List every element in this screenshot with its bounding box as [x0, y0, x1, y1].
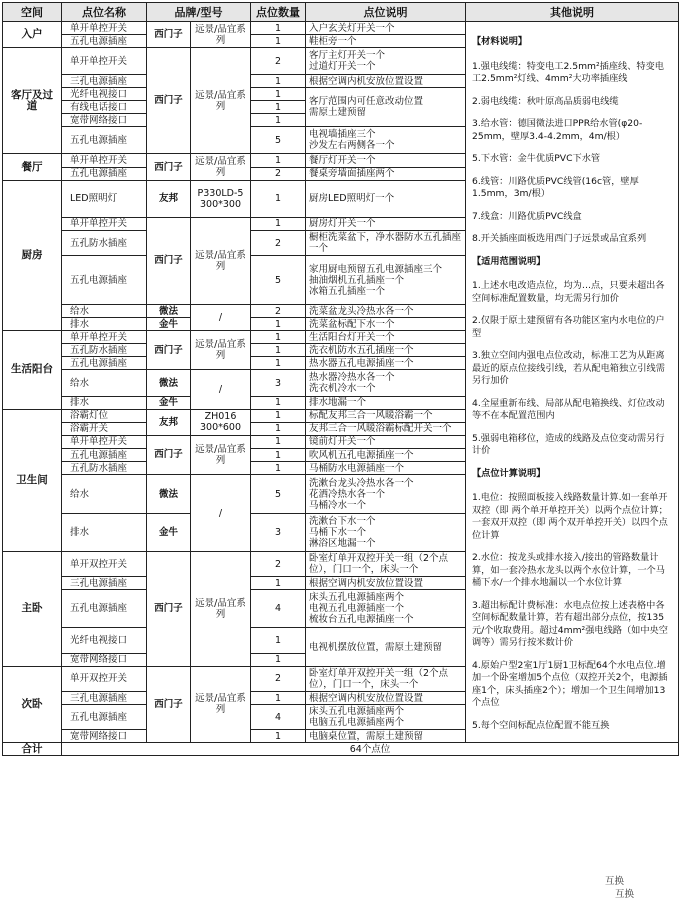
- header-notes: 其他说明: [466, 3, 679, 22]
- point-quantity: 1: [251, 114, 306, 127]
- brand-name: 金牛: [147, 396, 191, 409]
- point-quantity: 1: [251, 577, 306, 590]
- point-name: LED照明灯: [62, 180, 147, 217]
- brand-name: 西门子: [147, 22, 191, 48]
- point-name: 浴霸灯位: [62, 409, 147, 422]
- model-series: /: [191, 475, 251, 552]
- space-name: 主卧: [3, 552, 62, 666]
- point-name: 五孔电源插座: [62, 590, 147, 628]
- note-item: 7.线盒：川路优质PVC线盒: [472, 210, 582, 222]
- total-label: 合计: [3, 743, 62, 756]
- point-name: 三孔电源插座: [62, 577, 147, 590]
- point-quantity: 2: [251, 48, 306, 75]
- point-quantity: 1: [251, 653, 306, 666]
- space-name: 入户: [3, 22, 62, 48]
- point-quantity: 4: [251, 705, 306, 730]
- point-description: 洗漱台龙头冷热水各一个 花洒冷热水各一个 马桶冷水一个: [306, 475, 466, 514]
- point-description: 餐厅灯开关一个: [306, 154, 466, 167]
- note-item: 3.独立空间内强电点位改动，标准工艺为从距离最近的原点位接线引线，若从配电箱独立引线需另行加价: [472, 350, 665, 386]
- point-quantity: 2: [251, 552, 306, 577]
- point-quantity: 3: [251, 370, 306, 396]
- note-item: 1.电位：按照面板接入线路数量计算.如一套单开双控（即 两个单开单控开关）以两个点位计算；一套双开双控（即 两个双开单控开关）以四个点位计算: [472, 492, 668, 541]
- header-brand: 品牌/型号: [147, 3, 251, 22]
- point-description: 电视机摆放位置，需原土建预留: [306, 628, 466, 666]
- point-description: 床头五孔电源插座两个 电视五孔电源插座一个 梳妆台五孔电源插座一个: [306, 590, 466, 628]
- point-name: 排水: [62, 514, 147, 552]
- header-row: [3, 3, 679, 22]
- space-name: 生活阳台: [3, 331, 62, 409]
- brand-name: 西门子: [147, 666, 191, 742]
- point-description: 热水器五孔电源插座一个: [306, 357, 466, 370]
- point-description: 标配友邦三合一风暖浴霸一个: [306, 409, 466, 422]
- note-item: 5.每个空间标配点位配置不能互换: [472, 719, 610, 731]
- notes-heading: 【材料说明】: [472, 36, 528, 47]
- model-series: /: [191, 370, 251, 409]
- brand-name: 友邦: [147, 409, 191, 435]
- point-description: 客厅范围内可任意改动位置 需原土建预留: [306, 88, 466, 127]
- total-row: [3, 743, 679, 756]
- point-description: 友邦三合一风暖浴霸标配开关一个: [306, 422, 466, 435]
- point-quantity: 1: [251, 318, 306, 331]
- point-quantity: 1: [251, 357, 306, 370]
- point-quantity: 3: [251, 514, 306, 552]
- point-description: 洗菜盆标配下水一个: [306, 318, 466, 331]
- point-name: 宽带网络接口: [62, 653, 147, 666]
- point-name: 五孔电源插座: [62, 705, 147, 730]
- point-description: 电视墙插座三个 沙发左右两侧各一个: [306, 127, 466, 154]
- watermark-text: 互换: [604, 876, 624, 887]
- point-quantity: 1: [251, 88, 306, 101]
- brand-name: 西门子: [147, 217, 191, 304]
- point-name: 单开单控开关: [62, 217, 147, 230]
- note-item: 2.仅限于原土建预留有各功能区室内水电位的户型: [472, 315, 665, 339]
- point-description: 马桶防水电源插座一个: [306, 462, 466, 475]
- point-description: 卧室灯单开双控开关一组（2个点位），门口一个，床头一个: [306, 666, 466, 691]
- notes-heading: 【适用范围说明】: [472, 255, 546, 267]
- point-description: 入户玄关灯开关一个: [306, 22, 466, 35]
- point-description: 洗漱台下水一个 马桶下水一个 淋浴区地漏一个: [306, 514, 466, 552]
- point-quantity: 1: [251, 154, 306, 167]
- point-quantity: 1: [251, 101, 306, 114]
- point-name: 给水: [62, 305, 147, 318]
- brand-name: 微法: [147, 305, 191, 318]
- point-description: 电脑桌位置，需原土建预留: [306, 730, 466, 743]
- brand-name: 金牛: [147, 318, 191, 331]
- point-name: 光纤电视接口: [62, 88, 147, 101]
- point-quantity: 1: [251, 396, 306, 409]
- space-name: 次卧: [3, 666, 62, 742]
- point-quantity: 1: [251, 180, 306, 217]
- point-quantity: 1: [251, 331, 306, 344]
- note-item: 4.原始户型2室1厅1厨1卫标配64个水电点位.增加一个卧室增加5个点位（双控开关2个，电源插座1个，床头插座2个）；增加一个卫生间增加13个点位: [472, 659, 668, 708]
- brand-name: 微法: [147, 475, 191, 514]
- point-name: 排水: [62, 396, 147, 409]
- point-description: 生活阳台灯开关一个: [306, 331, 466, 344]
- point-description: 床头五孔电源插座两个 电脑五孔电源插座两个: [306, 705, 466, 730]
- point-name: 单开单控开关: [62, 22, 147, 35]
- note-item: 5.下水管：金牛优质PVC下水管: [472, 153, 601, 164]
- point-description: 厨房灯开关一个: [306, 217, 466, 230]
- model-series: 远景/品宜系列: [191, 435, 251, 474]
- point-description: 客厅主灯开关一个 过道灯开关一个: [306, 48, 466, 75]
- point-name: 给水: [62, 475, 147, 514]
- point-name: 单开单控开关: [62, 154, 147, 167]
- point-name: 宽带网络接口: [62, 114, 147, 127]
- point-name: 浴霸开关: [62, 422, 147, 435]
- brand-name: 西门子: [147, 331, 191, 370]
- point-name: 五孔防水插座: [62, 462, 147, 475]
- note-item: 3.超出标配计费标准：水电点位按上述表格中各空间标配数量计算，若有超出部分点位，按135元/个收取费用。超过4mm²强电线路（如中央空调等）需另行按米数计价: [472, 599, 668, 648]
- header-space: 空间: [3, 3, 62, 22]
- point-description: 餐桌旁墙面插座两个: [306, 167, 466, 180]
- point-name: 宽带网络接口: [62, 730, 147, 743]
- notes-column: [466, 22, 679, 743]
- brand-name: 西门子: [147, 154, 191, 180]
- notes-heading: 【点位计算说明】: [472, 467, 546, 479]
- header-desc: 点位说明: [306, 3, 466, 22]
- point-quantity: 1: [251, 344, 306, 357]
- brand-name: 西门子: [147, 552, 191, 666]
- total-value: 64个点位: [62, 743, 679, 756]
- point-quantity: 2: [251, 167, 306, 180]
- brand-name: 西门子: [147, 435, 191, 474]
- brand-name: 金牛: [147, 514, 191, 552]
- model-series: 远景/品宜系列: [191, 22, 251, 48]
- point-name: 单开双控开关: [62, 552, 147, 577]
- point-quantity: 1: [251, 435, 306, 448]
- point-description: 洗衣机防水五孔插座一个: [306, 344, 466, 357]
- header-point: 点位名称: [62, 3, 147, 22]
- point-description: 家用厨电预留五孔电源插座三个 抽油烟机五孔插座一个 冰箱五孔插座一个: [306, 256, 466, 305]
- point-name: 五孔电源插座: [62, 127, 147, 154]
- model-series: 远景/品宜系列: [191, 666, 251, 742]
- point-quantity: 1: [251, 409, 306, 422]
- point-quantity: 1: [251, 217, 306, 230]
- point-quantity: 1: [251, 692, 306, 705]
- point-description: 根据空调内机安放位置设置: [306, 75, 466, 88]
- point-description: 鞋柜旁一个: [306, 35, 466, 48]
- point-description: 镜前灯开关一个: [306, 435, 466, 448]
- point-name: 单开单控开关: [62, 435, 147, 448]
- point-name: 五孔防水插座: [62, 344, 147, 357]
- model-series: 远景/品宜系列: [191, 48, 251, 154]
- point-name: 单开单控开关: [62, 331, 147, 344]
- note-item: 5.强弱电箱移位，造成的线路及点位变动需另行计价: [472, 432, 665, 456]
- note-item: 1.上述水电改造点位，均为…点，只要未超出各空间标准配置数量，均无需另行加价: [472, 280, 665, 304]
- model-series: 远景/品宜系列: [191, 154, 251, 180]
- point-quantity: 2: [251, 666, 306, 691]
- wiring-points-table: [2, 2, 679, 756]
- point-quantity: 1: [251, 75, 306, 88]
- brand-name: 友邦: [147, 180, 191, 217]
- space-name: 客厅及过道: [3, 48, 62, 154]
- point-name: 三孔电源插座: [62, 75, 147, 88]
- point-quantity: 5: [251, 127, 306, 154]
- point-description: 根据空调内机安放位置设置: [306, 692, 466, 705]
- point-quantity: 1: [251, 628, 306, 653]
- point-description: 排水地漏一个: [306, 396, 466, 409]
- point-name: 三孔电源插座: [62, 692, 147, 705]
- point-quantity: 1: [251, 449, 306, 462]
- space-name: 餐厅: [3, 154, 62, 180]
- note-item: 4.全屋重新布线、局部从配电箱换线、灯位改动等不在本配置范围内: [472, 397, 665, 421]
- table-row: [3, 22, 679, 35]
- point-description: 根据空调内机安放位置设置: [306, 577, 466, 590]
- point-quantity: 1: [251, 462, 306, 475]
- point-name: 给水: [62, 370, 147, 396]
- point-description: 热水器冷热水各一个 洗衣机冷水一个: [306, 370, 466, 396]
- point-name: 单开单控开关: [62, 48, 147, 75]
- space-name: 卫生间: [3, 409, 62, 552]
- point-name: 排水: [62, 318, 147, 331]
- space-name: 厨房: [3, 180, 62, 331]
- point-name: 光纤电视接口: [62, 628, 147, 653]
- note-item: 2.水位：按龙头或排水接入/接出的管路数量计算，如一套冷热水龙头以两个水位计算，一个马桶下水/一个排水地漏以一个水位计算: [472, 552, 665, 588]
- point-name: 五孔防水插座: [62, 231, 147, 256]
- brand-name: 西门子: [147, 48, 191, 154]
- header-qty: 点位数量: [251, 3, 306, 22]
- point-quantity: 1: [251, 422, 306, 435]
- brand-name: 微法: [147, 370, 191, 396]
- model-series: 远景/品宜系列: [191, 552, 251, 666]
- model-series: P330LD-5 300*300: [191, 180, 251, 217]
- model-series: ZH016 300*600: [191, 409, 251, 435]
- point-quantity: 1: [251, 730, 306, 743]
- point-name: 五孔电源插座: [62, 256, 147, 305]
- point-quantity: 2: [251, 231, 306, 256]
- note-item: 8.开关插座面板选用西门子远景或品宜系列: [472, 233, 647, 244]
- model-series: /: [191, 305, 251, 331]
- point-name: 五孔电源插座: [62, 167, 147, 180]
- point-description: 橱柜洗菜盆下，净水器防水五孔插座一个: [306, 231, 466, 256]
- point-description: 卧室灯单开双控开关一组（2个点位），门口一个，床头一个: [306, 552, 466, 577]
- point-quantity: 5: [251, 256, 306, 305]
- point-quantity: 2: [251, 305, 306, 318]
- point-description: 洗菜盆龙头冷热水各一个: [306, 305, 466, 318]
- point-name: 有线电话接口: [62, 101, 147, 114]
- point-description: 厨房LED照明灯一个: [306, 180, 466, 217]
- note-item: 6.线管：川路优质PVC线管(16c管，壁厚1.5mm，3m/根）: [472, 175, 639, 199]
- point-name: 五孔电源插座: [62, 35, 147, 48]
- point-quantity: 4: [251, 590, 306, 628]
- model-series: 远景/品宜系列: [191, 331, 251, 370]
- note-item: 1.强电线缆：特变电工2.5mm²插座线、特变电工2.5mm²灯线、4mm²大功率插座线: [472, 60, 664, 84]
- point-description: 吹风机五孔电源插座一个: [306, 449, 466, 462]
- note-item: 2.弱电线缆：秋叶原高品质弱电线缆: [472, 95, 619, 107]
- point-quantity: 1: [251, 22, 306, 35]
- point-quantity: 1: [251, 35, 306, 48]
- point-quantity: 5: [251, 475, 306, 514]
- point-name: 五孔电源插座: [62, 357, 147, 370]
- watermark-text: 互换: [614, 889, 634, 900]
- model-series: 远景/品宜系列: [191, 217, 251, 304]
- point-name: 单开双控开关: [62, 666, 147, 691]
- note-item: 3.给水管：德国微法进口PPR给水管(φ20-25mm，壁厚3.4-4.2mm，4m/根）: [472, 118, 643, 142]
- point-name: 五孔电源插座: [62, 449, 147, 462]
